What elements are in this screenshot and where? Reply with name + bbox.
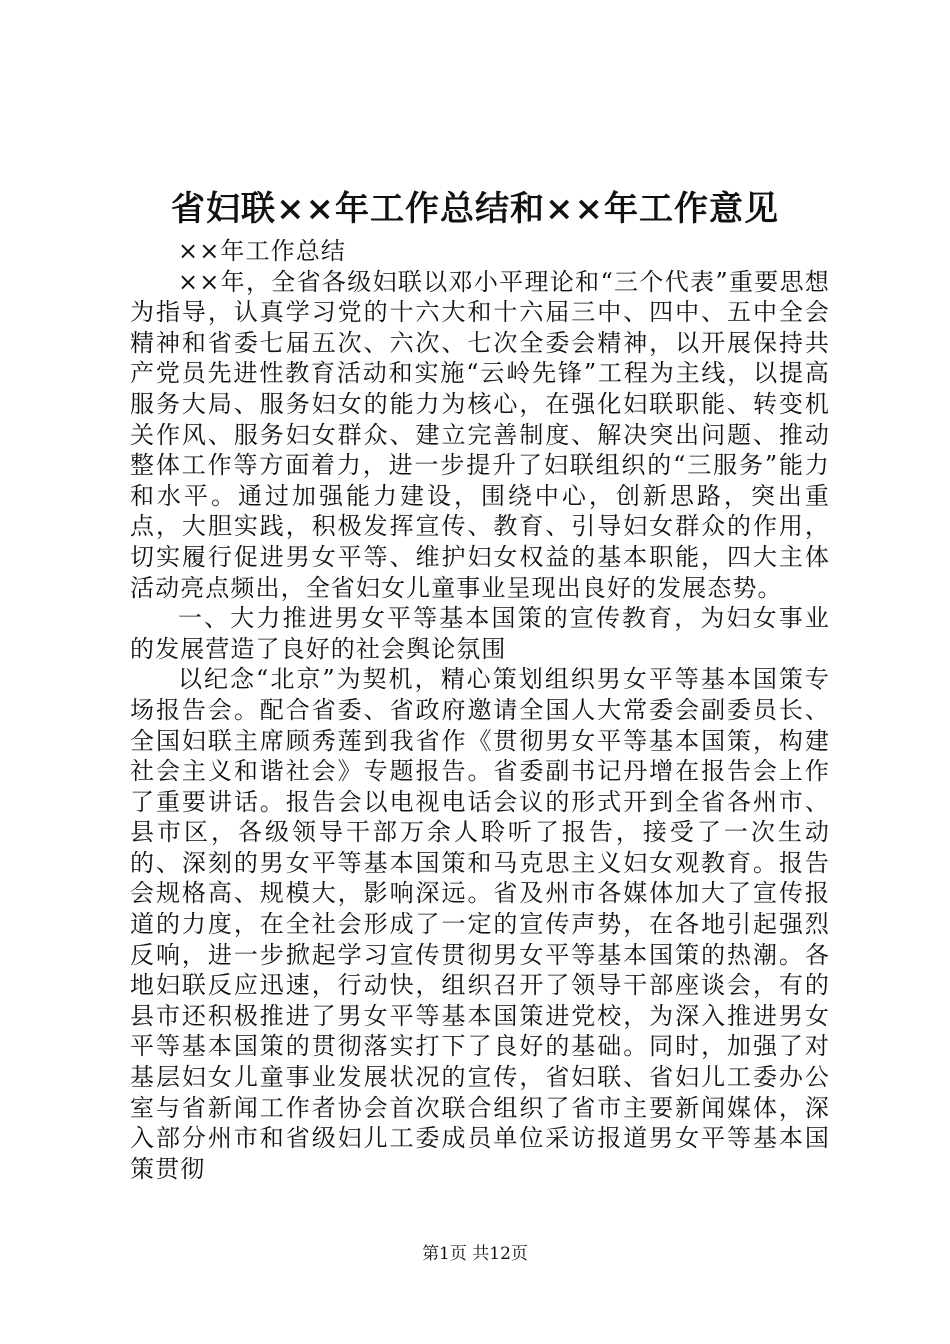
body-paragraph: 以纪念“北京”为契机，精心策划组织男女平等基本国策专场报告会。配合省委、省政府邀请全国人大常委会副委员长、全国妇联主席顾秀莲到我省作《贯彻男女平等基本国策，构建社会主义和谐社会》专题报告。省委副书记丹增在报告会上作了重要讲话。报告会以电视电话会议的形式开到全省各州市、县市区，各级领导干部万余人聆听了报告，接受了一次生动的、深刻的男女平等基本国策和马克思主义妇女观教育。报告会规格高、规模大，影响深远。省及州市各媒体加大了宣传报道的力度，在全社会形成了一定的宣传声势，在各地引起强烈反响，进一步掀起学习宣传贯彻男女平等基本国策的热潮。各地妇联反应迅速，行动快，组织召开了领导干部座谈会，有的县市还积极推进了男女平等基本国策进党校，为深入推进男女平等基本国策的贯彻落实打下了良好的基础。同时，加强了对基层妇女儿童事业发展状况的宣传，省妇联、省妇儿工委办公室与省新闻工作者协会首次联合组织了省市主要新闻媒体，深入部分州市和省级妇儿工委成员单位采访报道男女平等基本国策贯彻	[130, 665, 830, 1183]
document-body	[130, 236, 830, 1184]
page-number: 第1页 共12页	[422, 1244, 528, 1264]
section-heading-one: 一、大力推进男女平等基本国策的宣传教育，为妇女事业的发展营造了良好的社会舆论氛围	[130, 604, 830, 663]
intro-paragraph: ××年，全省各级妇联以邓小平理论和“三个代表”重要思想为指导，认真学习党的十六大和十六届三中、四中、五中全会精神和省委七届五次、六次、七次全委会精神，以开展保持共产党员先进性教育活动和实施“云岭先锋”工程为主线，以提高服务大局、服务妇女的能力为核心，在强化妇联职能、转变机关作风、服务妇女群众、建立完善制度、解决突出问题、推动整体工作等方面着力，进一步提升了妇联组织的“三服务”能力和水平。通过加强能力建设，围绕中心，创新思路，突出重点，大胆实践，积极发挥宣传、教育、引导妇女群众的作用，切实履行促进男女平等、维护妇女权益的基本职能，四大主体活动亮点频出，全省妇女儿童事业呈现出良好的发展态势。	[130, 267, 830, 602]
document-title: 省妇联××年工作总结和××年工作意见	[171, 189, 779, 229]
section-heading-summary: ××年工作总结	[178, 237, 346, 265]
